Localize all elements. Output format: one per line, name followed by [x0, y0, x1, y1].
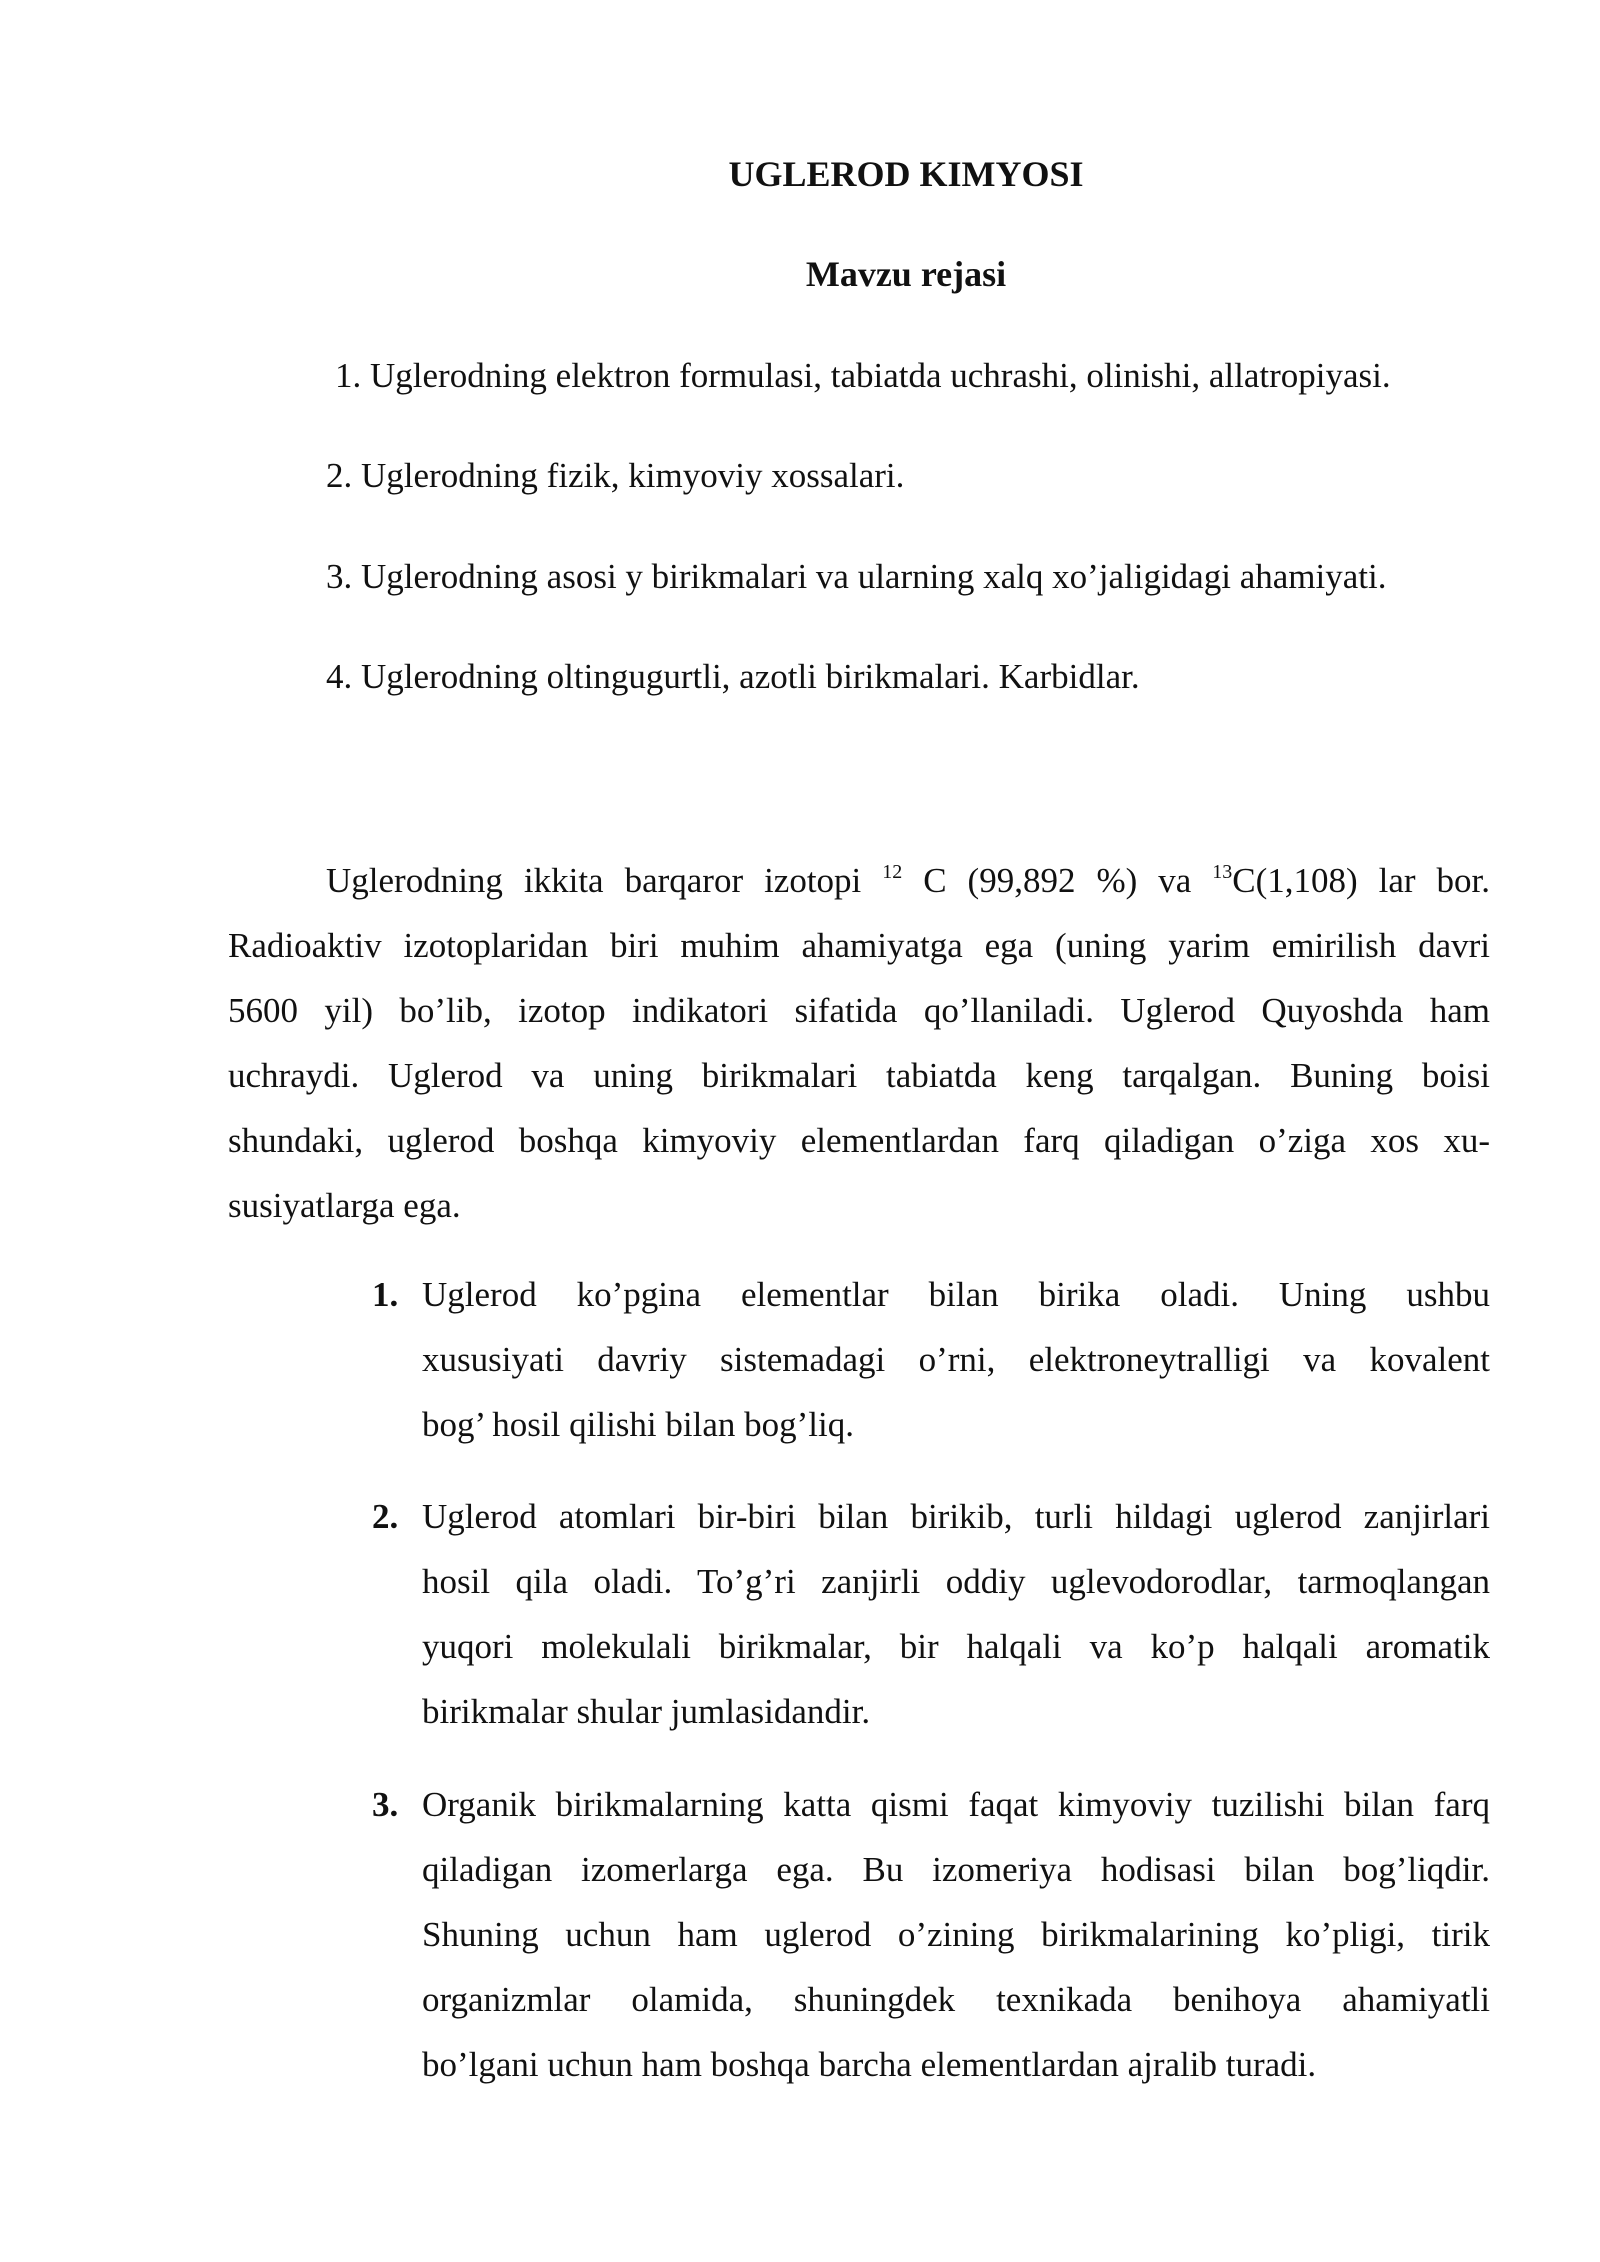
isotope-mass-superscript: 13	[1212, 861, 1233, 883]
item-line: hosil qila oladi. To’g’ri zanjirli oddiy uglevodorodlar, tarmoqlangan	[422, 1562, 1490, 1601]
paragraph-line: 5600 yil) bo’lib, izotop indikatori sifatida qo’llaniladi. Uglerod Quyoshda ham	[228, 991, 1490, 1030]
item-text	[422, 1484, 1490, 1744]
item-line: Uglerod ko’pgina elementlar bilan birika oladi. Uning ushbu	[422, 1275, 1490, 1314]
document-title: UGLEROD KIMYOSI	[728, 154, 1084, 194]
item-line: Organik birikmalarning katta qismi faqat kimyoviy tuzilishi bilan farq	[422, 1785, 1490, 1824]
paragraph-line: susiyatlarga ega.	[228, 1186, 461, 1225]
plan-item: 4. Uglerodning oltingugurtli, azotli birikmalari. Karbidlar.	[326, 657, 1140, 696]
item-line: organizmlar olamida, shuningdek texnikada benihoya ahamiyatli	[422, 1980, 1490, 2019]
item-number: 1.	[372, 1275, 399, 1314]
item-line: Uglerod atomlari bir-biri bilan birikib, turli hildagi uglerod zanjirlari	[422, 1497, 1490, 1536]
paragraph-line: uchraydi. Uglerod va uning birikmalari tabiatda keng tarqalgan. Buning boisi	[228, 1056, 1490, 1095]
item-line: birikmalar shular jumlasidandir.	[422, 1692, 871, 1731]
item-line: yuqori molekulali birikmalar, bir halqali va ko’p halqali aromatik	[422, 1627, 1490, 1666]
item-text	[422, 1262, 1490, 1457]
plan-item: 3. Uglerodning asosi y birikmalari va ularning xalq xo’jaligidagi ahamiyati.	[326, 557, 1387, 596]
paragraph-line: shundaki, uglerod boshqa kimyoviy elementlardan farq qiladigan o’ziga xos xu-	[228, 1121, 1490, 1160]
item-number: 3.	[372, 1785, 399, 1824]
paragraph-line: Uglerodning ikkita barqaror izotopi $^{12}$ C (99,892 %) va $^{13}$C(1,108) lar bor.	[326, 861, 1490, 900]
isotope-mass-superscript: 12	[882, 861, 903, 883]
plan-heading: Mavzu rejasi	[805, 254, 1007, 294]
item-line: bog’ hosil qilishi bilan bog’liq.	[422, 1405, 854, 1444]
paragraph-line: Radioaktiv izotoplaridan biri muhim ahamiyatga ega (uning yarim emirilish davri	[228, 926, 1490, 965]
item-line: Shuning uchun ham uglerod o’zining birikmalarining ko’pligi, tirik	[422, 1915, 1490, 1954]
plan-item: 2. Uglerodning fizik, kimyoviy xossalari.	[326, 456, 905, 495]
item-line: qiladigan izomerlarga ega. Bu izomeriya hodisasi bilan bog’liqdir.	[422, 1850, 1490, 1889]
item-text	[422, 1772, 1490, 2097]
plan-item: 1. Uglerodning elektron formulasi, tabiatda uchrashi, olinishi, allatropiyasi.	[335, 356, 1391, 395]
item-number: 2.	[372, 1497, 399, 1536]
intro-paragraph	[228, 848, 1490, 1238]
item-line: bo’lgani uchun ham boshqa barcha elementlardan ajralib turadi.	[422, 2045, 1317, 2084]
item-line: xususiyati davriy sistemadagi o’rni, elektroneytralligi va kovalent	[422, 1340, 1490, 1379]
